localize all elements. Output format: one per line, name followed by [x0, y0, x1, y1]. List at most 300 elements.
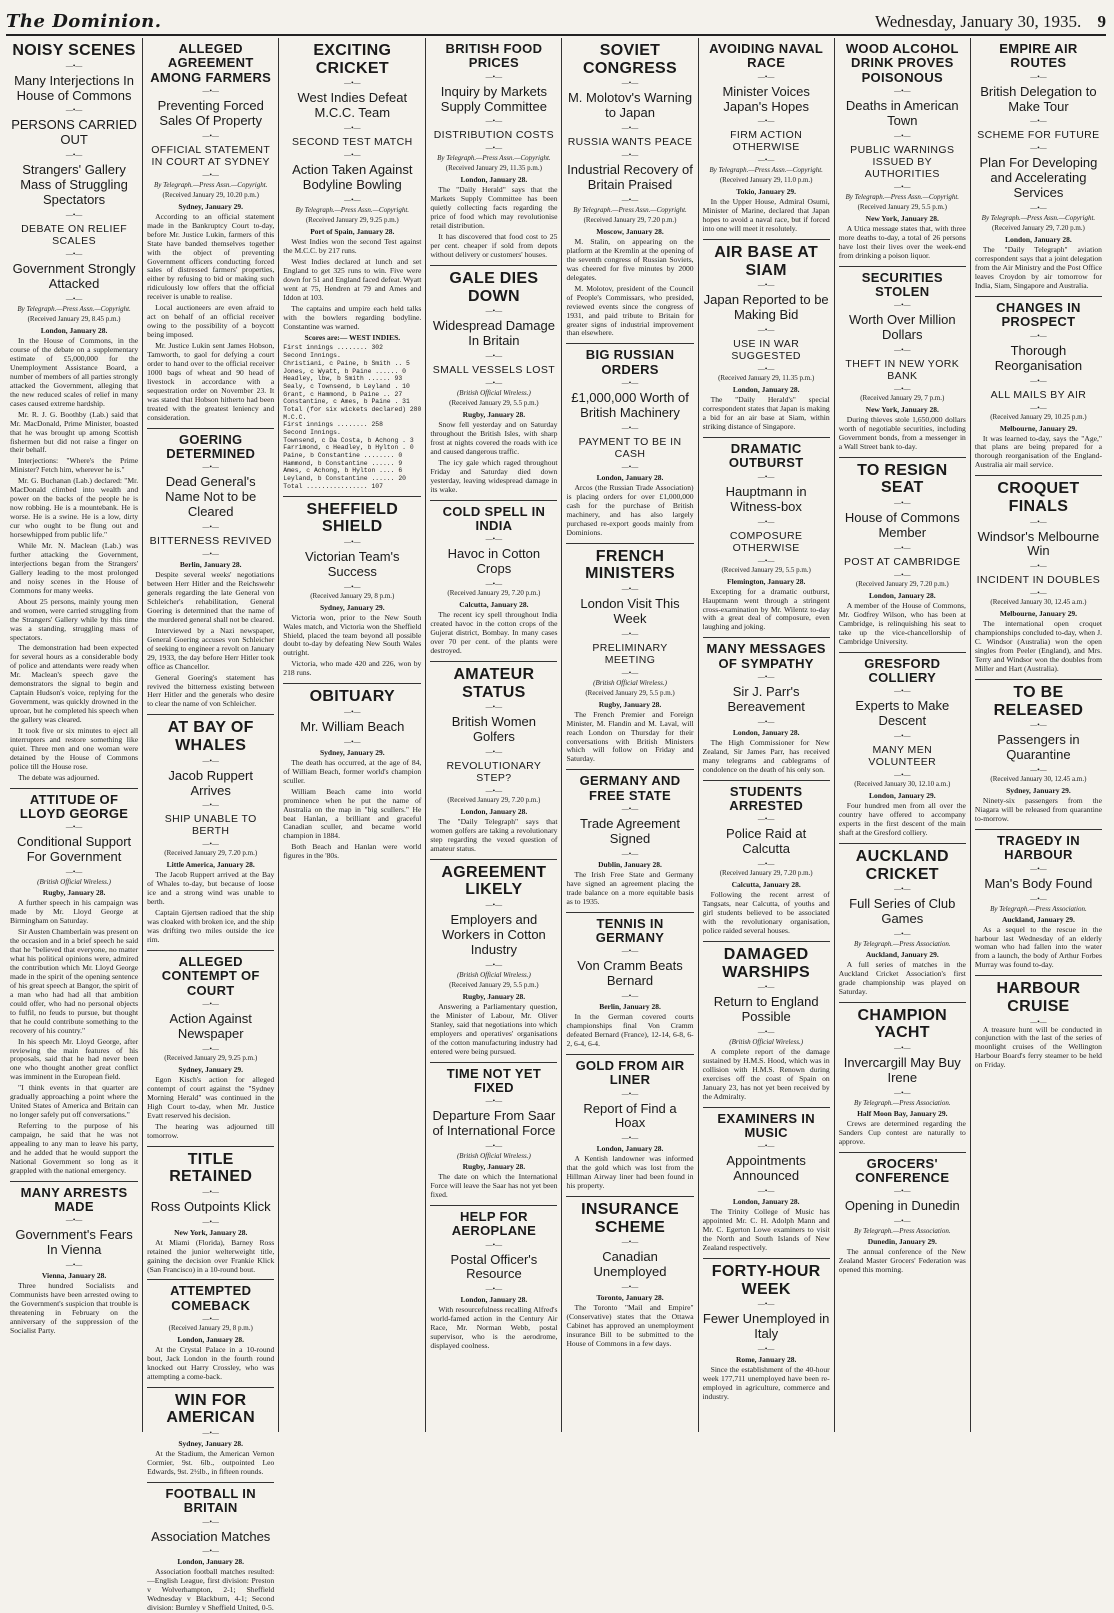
scorecard-row: First innings ........ 302 — [283, 344, 383, 352]
column-8 — [970, 38, 1106, 1432]
divider-ornament — [566, 425, 693, 432]
sub-headline: USE IN WAR SUGGESTED — [731, 338, 801, 363]
body-paragraph: The Jacob Ruppert arrived at the Bay of Whales to-day, but because of loose ice and a strong wind was unable to berth. — [147, 870, 275, 907]
deck-headline: Experts to Make Descent — [855, 698, 950, 729]
article — [430, 661, 557, 854]
column-rule — [703, 941, 830, 942]
divider-ornament — [566, 586, 693, 593]
divider-ornament — [839, 733, 966, 740]
dateline: Dunedin, January 29. — [867, 1237, 937, 1247]
dateline: Vienna, January 28. — [41, 1271, 107, 1281]
headline: CHANGES IN PROSPECT — [996, 300, 1081, 330]
deck-headline: Return to England Possible — [713, 994, 819, 1025]
divider-ornament — [703, 1029, 830, 1036]
scorecard-row: Christiani, c Paine, b Smith .. 5 — [283, 359, 410, 367]
column-rule — [430, 1205, 557, 1206]
wire-credit: By Telegraph.—Press Assn.—Copyright. — [709, 166, 823, 175]
body-paragraph: During thieves stole 1,650,000 dollars worth of negotiable securities, including Government bonds, from a messenger in a Wall Street bank to-day. — [838, 415, 966, 451]
column-rule — [703, 1107, 830, 1108]
dateline: Port of Spain, January 28. — [310, 226, 395, 236]
scorecard-row: Total ................ 107 — [283, 482, 383, 490]
deck-headline: Strangers' Gallery Mass of Struggling Spectators — [20, 162, 128, 208]
body-paragraph: West Indies declared at lunch and set England to get 325 runs to win. Five were down for 51 and England faced defeat. Wyatt went at 75, Hendren at 79 and Ames and Iddon at 103. — [283, 256, 422, 302]
divider-ornament — [147, 464, 274, 471]
deck-headline: British Delegation to Make Tour — [980, 83, 1097, 114]
divider-ornament — [566, 125, 693, 132]
dateline: Sydney, January 29. — [319, 747, 385, 757]
newspaper-name: The Dominion. — [6, 11, 162, 32]
column-rule — [147, 1279, 274, 1280]
column-rule — [147, 950, 274, 951]
divider-ornament — [975, 563, 1102, 570]
received-time: (Received January 29, 9.25 p.m.) — [305, 215, 399, 224]
wire-credit: By Telegraph.—Press Assn.—Copyright. — [153, 180, 268, 189]
divider-ornament — [147, 758, 274, 765]
column-rule — [566, 543, 693, 544]
dateline: Auckland, January 29. — [1001, 914, 1075, 924]
divider-ornament — [566, 464, 693, 471]
wire-credit: By Telegraph.—Press Assn.—Copyright. — [17, 305, 131, 314]
article — [703, 637, 830, 774]
divider-ornament — [839, 1188, 966, 1195]
headline: GALE DIES DOWN — [449, 270, 539, 305]
body-paragraph: It took five or six minutes to eject all interrupters and restore something like quiet. Three men and one woman were detained by the House of Commons police till the House rose. — [10, 726, 139, 771]
body-paragraph: Egon Kisch's action for alleged contempt of court against the "Sydney Morning Herald" was continued in the High Court to-day, when Mr. Justice Evatt reserved his decision. — [147, 1074, 275, 1120]
deck-headline: Deaths in American Town — [845, 97, 959, 128]
received-time: (Received January 29, 9.25 p.m.) — [164, 1053, 258, 1062]
scorecard-row: Grant, c Hammond, b Paine .. 27 — [283, 390, 403, 398]
received-time: (Received January 29, 5.5 p.m.) — [857, 202, 947, 211]
dateline: Toronto, January 28. — [596, 1293, 664, 1303]
article — [975, 679, 1102, 824]
body-paragraph: With resourcefulness recalling Alfred's world-famed action in the Century Air Race, Mr. Norman Webb, postal supervisor, who is the aerodrome, displayed coolness. — [430, 1305, 558, 1351]
deck-headline: Conditional Support For Government — [16, 834, 132, 865]
divider-ornament — [430, 308, 557, 315]
column-rule — [147, 1387, 274, 1388]
body-paragraph: In the Upper House, Admiral Osumi, Minister of Marine, declared that Japan hopes to avoid a naval race, but if forced into one will meet it resolutely. — [702, 197, 830, 234]
column-rule — [975, 679, 1102, 680]
masthead — [6, 8, 1106, 36]
dateline: Sydney, January 29. — [178, 201, 243, 211]
divider-ornament — [147, 1046, 274, 1053]
received-time: (Received January 29, 11.0 p.m.) — [719, 176, 813, 185]
headline: GERMANY AND FREE STATE — [579, 773, 681, 803]
article — [147, 1482, 274, 1613]
divider-ornament — [430, 581, 557, 588]
headline: EXAMINERS IN MUSIC — [717, 1110, 815, 1140]
body-paragraph: A further speech in his campaign was made by Mr. Lloyd George at Birmingham on Saturday. — [10, 898, 139, 926]
headline: GOERING DETERMINED — [166, 431, 256, 461]
column-rule — [147, 1482, 274, 1483]
body-paragraph: Victoria won, prior to the New South Wales match, and Victoria won the Sheffield Shield, placed the team beyond all possible doubt to-day by defeating New South Wales outright. — [283, 612, 422, 658]
deck-headline: PERSONS CARRIED OUT — [11, 117, 137, 148]
body-paragraph: Four hundred men from all over the country have offered to accompany experts in the first descent of the main shaft at the Gresford colliery. — [838, 801, 966, 838]
article — [703, 780, 830, 936]
divider-ornament — [430, 749, 557, 756]
headline: GROCERS' CONFERENCE — [855, 1155, 950, 1186]
divider-ornament — [430, 536, 557, 543]
received-time: (Received January 29, 8 p.m.) — [310, 591, 395, 600]
dateline: Calcutta, January 28. — [731, 880, 801, 890]
column-rule — [147, 714, 274, 715]
divider-ornament — [147, 172, 274, 179]
divider-ornament — [839, 302, 966, 309]
body-paragraph: The demonstration had been expected for several hours as a considerable body of police and attendants were ready when Mr. Maclean's speech gave the demonstrators the signal to begin and Captain Hudson's voice, replying for the Government, was quickly drowned in the uproar, but he completed his speech when the gallery was cleared. — [10, 643, 139, 725]
divider-ornament — [566, 1091, 693, 1098]
divider-ornament — [283, 709, 421, 716]
headline: AMATEUR STATUS — [453, 666, 535, 701]
headline: MANY MESSAGES OF SYMPATHY — [706, 641, 826, 671]
article — [975, 296, 1102, 470]
headline: NOISY SCENES — [12, 42, 136, 59]
dateline: Rome, January 28. — [735, 1354, 797, 1364]
headline: SECURITIES STOLEN — [861, 269, 943, 299]
article — [147, 42, 274, 423]
divider-ornament — [430, 788, 557, 795]
column-rule — [430, 859, 557, 860]
body-paragraph: A member of the House of Commons, Mr. Godfrey Wilson, who has been at Cambridge, is relinquishing his seat to take up the vice-chancellorship of Cambridge University. — [838, 600, 966, 646]
body-paragraph: In the German covered courts championships final Von Cramm defeated Bernard (France), 12-14, 6-8, 6-2, 6-4, 6-4. — [566, 1012, 694, 1048]
dateline: Calcutta, January 28. — [459, 600, 529, 610]
body-paragraph: "I think events in that quarter are gradually approaching a point where the United States of America and Britain can no longer safely put off conversations." — [10, 1083, 139, 1120]
body-paragraph: A complete report of the damage sustained by H.M.S. Hood, which was in collision with H.M.S. Renown during exercises off the coast of Spain on January 23, has not yet been received by the Admiralty. — [702, 1046, 830, 1101]
body-paragraph: A treasure hunt will be conducted in conjunction with the last of the series of moonlight cruises of the Wellington Harbour Board's ferry steamer to be held on Friday. — [974, 1024, 1102, 1070]
article — [10, 788, 138, 1176]
deck-headline: Hauptmann in Witness-box — [725, 483, 807, 514]
divider-ornament — [566, 993, 693, 1000]
headline: FOOTBALL IN BRITAIN — [165, 1485, 256, 1516]
scorecard-row: M.C.C. — [283, 413, 307, 421]
body-paragraph: While Mr. N. Maclean (Lab.) was further attacking the Government, interjections began from the Strangers' Gallery leading to the most prolonged and noisy scenes in the House of Commons for many weeks. — [10, 541, 139, 595]
divider-ornament — [283, 125, 421, 132]
deck-headline: Appointments Announced — [726, 1153, 806, 1184]
dateline: London, January 28. — [40, 326, 108, 336]
wire-credit: (British Official Wireless.) — [456, 389, 531, 398]
article — [839, 1152, 966, 1275]
divider-ornament — [975, 405, 1102, 412]
body-paragraph: Sir Austen Chamberlain was present on the occasion and in a brief speech he said that he "believed that everyone, no matter what his political opinions were, admired the contribution which Mr. Lloyd George made in the spirit of the opening sentence of his great speech at Bangor, the spirit of a man who had had all that ambition could offer, who had no personal objects to fulfil, no feuds to pursue, but thought that he could contribute something to the recovery of his country." — [10, 927, 139, 1035]
dateline: Flemington, January 28. — [726, 576, 806, 586]
headline: SOVIET CONGRESS — [583, 42, 678, 77]
sub-headline: DEBATE ON RELIEF SCALES — [21, 223, 128, 248]
received-time: (Received January 29, 7.20 p.m.) — [447, 796, 541, 805]
scorecard-row: First innings ........ 258 — [283, 421, 383, 429]
body-paragraph: Answering a Parliamentary question, the Minister of Labour, Mr. Oliver Stanley, said that negotiations into which employers and operatives' organisations of the cotton manufacturing industry had entered were being pursued. — [430, 1001, 558, 1056]
sub-headline: SHIP UNABLE TO BERTH — [164, 813, 257, 838]
headline: CHAMPION YACHT — [857, 1006, 948, 1042]
body-paragraph: Ninety-six passengers from the Niagara will be released from quarantine to-morrow. — [974, 796, 1102, 824]
wire-credit: By Telegraph.—Press Assn.—Copyright. — [845, 192, 960, 201]
dateline: Little America, January 28. — [166, 860, 255, 870]
dateline: Moscow, January 28. — [596, 226, 664, 236]
sub-headline: REVOLUTIONARY STEP? — [446, 760, 542, 785]
headline: AVOIDING NAVAL RACE — [709, 41, 824, 71]
deck-headline: Government Strongly Attacked — [12, 261, 136, 292]
article — [566, 912, 693, 1049]
headline: TRAGEDY IN HARBOUR — [996, 833, 1080, 863]
column-rule — [566, 343, 693, 344]
wire-credit: By Telegraph.—Press Association. — [990, 904, 1087, 913]
body-paragraph: General Goering's statement has revived the bitterness existing between Herr Hitler and the generals who desire to clear the name of von Schleicher. — [147, 672, 275, 709]
divider-ornament — [147, 1001, 274, 1008]
article — [147, 1387, 274, 1477]
deck-headline: Windsor's Melbourne Win — [977, 528, 1100, 559]
scorecard-row: Leyland, b Constantine ...... 20 — [283, 475, 406, 483]
headline: AT BAY OF WHALES — [167, 719, 254, 754]
body-paragraph: The debate was adjourned. — [18, 772, 100, 782]
sub-headline: FIRM ACTION OTHERWISE — [730, 129, 803, 154]
dateline: Sydney, January 28. — [178, 1439, 243, 1449]
divider-ornament — [430, 962, 557, 969]
body-paragraph: The hearing was adjourned till tomorrow. — [147, 1121, 275, 1140]
body-paragraph: Mr. Justice Lukin sent James Hobson, Tamworth, to gaol for defying a court order to hand over to the official receiver 1000 bags of wheat and 90 head of livestock in accordance with a sequestration order on November 23. It was stated that Hobson hitherto had been treated with the greatest leniency and consideration. — [147, 341, 275, 422]
divider-ornament — [147, 1219, 274, 1226]
received-time: (Received January 29, 7.20 p.m.) — [447, 589, 541, 598]
received-time: (Received January 29, 7.20 p.m.) — [164, 849, 258, 858]
divider-ornament — [283, 584, 421, 591]
divider-ornament — [430, 1098, 557, 1105]
article — [839, 652, 966, 838]
dateline: New York, January 28. — [865, 213, 939, 223]
sub-headline: INCIDENT IN DOUBLES — [976, 574, 1101, 587]
deck-headline: Action Against Newspaper — [169, 1010, 252, 1041]
divider-ornament — [283, 80, 421, 87]
column-rule — [566, 769, 693, 770]
received-time: (Received January 29, 5.5 p.m.) — [721, 565, 811, 574]
body-paragraph: The recent icy spell throughout India created havoc in the cotton crops of the Gujerat district, Bombay. In many cases over 70 per cent. of the plants were destroyed. — [430, 610, 558, 656]
article — [839, 42, 966, 261]
headline: OBITUARY — [309, 688, 395, 706]
received-time: (Received January 29, 7.20 p.m.) — [991, 224, 1085, 233]
column-rule — [566, 1054, 693, 1055]
divider-ornament — [703, 1143, 830, 1150]
dateline: Sydney, January 29. — [319, 602, 385, 612]
body-paragraph: Excepting for a dramatic outburst, Hauptmann went through a stringent cross-examination by Mr. Wilentz to-day with a great deal of composure, even laughing and joking. — [702, 586, 830, 632]
received-time: (Received January 29, 8 p.m.) — [168, 1324, 253, 1333]
deck-headline: West Indies Defeat M.C.C. Team — [297, 90, 408, 121]
divider-ornament — [839, 1090, 966, 1097]
column-rule — [703, 637, 830, 638]
scorecard-row: Jones, c Wyatt, b Paine ...... 0 — [283, 367, 406, 375]
divider-ornament — [839, 688, 966, 695]
received-time: (Received January 29, 11.35 p.m.) — [445, 164, 542, 173]
body-paragraph: Referring to the purpose of his campaign, he said that he was not appealing to any man to leave his party, and he added that he would support the National Government so long as it grappled with the national emergency. — [10, 1121, 139, 1175]
deck-headline: Plan For Developing and Accelerating Services — [979, 155, 1098, 201]
dateline: London, January 28. — [1005, 235, 1072, 245]
divider-ornament — [975, 333, 1102, 340]
column-rule — [703, 1258, 830, 1259]
headline: GOLD FROM AIR LINER — [575, 1057, 685, 1088]
divider-ornament — [430, 74, 557, 81]
sub-headline: PAYMENT TO BE IN CASH — [578, 435, 682, 460]
divider-ornament — [975, 896, 1102, 903]
headline: FRENCH MINISTERS — [585, 547, 675, 583]
dateline: Tokio, January 29. — [736, 187, 797, 197]
body-paragraph: Both Beach and Hanlan were world figures in the '80s. — [283, 842, 422, 861]
deck-headline: Many Interjections In House of Commons — [14, 72, 135, 103]
divider-ornament — [10, 63, 138, 70]
column-2 — [142, 38, 278, 1613]
column-7 — [834, 38, 970, 1432]
deck-headline: Widespread Damage In Britain — [432, 318, 555, 349]
deck-headline: Man's Body Found — [984, 875, 1093, 891]
received-time: (Received January 29, 7 p.m.) — [860, 394, 945, 403]
body-paragraph: William Beach came into world prominence when he put the name of Australia on the map in "big scullers." He beat Hanlan, a brilliant and graceful Canadian sculler, and became world champion in 1884. — [283, 786, 422, 841]
headline: WIN FOR AMERICAN — [166, 1391, 255, 1427]
deck-headline: British Women Golfers — [451, 714, 537, 745]
body-paragraph: Following the recent arrest of Tangsats, near Calcutta, of youths and girl students believed to be associated with the revolutionary organisation, police raided several houses. — [702, 890, 830, 935]
scorecard-row: Paine, b Constantine ........ 0 — [283, 452, 403, 460]
divider-ornament — [839, 184, 966, 191]
divider-ornament — [147, 524, 274, 531]
scorecard-row: Sealy, c Townsend, b Leyland . 10 — [283, 382, 410, 390]
column-rule — [10, 788, 138, 789]
headline: SHEFFIELD SHIELD — [306, 500, 399, 536]
headline: ATTEMPTED COMEBACK — [170, 1283, 252, 1313]
body-paragraph: According to an official statement made in the Bankruptcy Court to-day, before Mr. Justice Lukin, farmers of this State have banded themselves together with the object of preventing Government officers conducting forced sales of distressed farmers' properties, either by refusing to bid or making such ridiculously low offers that the official receiver is unable to realise. — [147, 211, 275, 302]
headline: ALLEGED CONTEMPT OF COURT — [161, 954, 260, 998]
article — [147, 1279, 274, 1381]
divider-ornament — [566, 1135, 693, 1142]
body-paragraph: The "Daily Telegraph" says that women golfers are taking a revolutionary step regarding the vexed question of amateur status. — [430, 817, 558, 853]
column-rule — [839, 1002, 966, 1003]
column-rule — [703, 239, 830, 240]
received-time: (Received January 29, 10.20 p.m.) — [162, 190, 259, 199]
divider-ornament — [10, 869, 138, 876]
body-paragraph: The High Commissioner for New Zealand, Sir James Parr, has received many telegrams and cablegrams of condolence on the death of his only son. — [702, 737, 830, 774]
body-paragraph: Despite several weeks' negotiations between Herr Hitler and the Reichswehr generals regarding the late General von Schleicher's rehabilitation, General Goering is determined that the name of the murdered general shall not be cleared. — [147, 570, 275, 624]
divider-ornament — [10, 296, 138, 303]
sub-headline: BITTERNESS REVIVED — [149, 535, 272, 548]
divider-ornament — [430, 145, 557, 152]
scorecard-row: Headley, lbw, b Smith ...... 93 — [283, 375, 403, 383]
divider-ornament — [839, 88, 966, 95]
article — [147, 1146, 274, 1275]
body-paragraph: In his speech Mr. Lloyd George, after reviewing the main features of his proposals, said that he had never been one who thought another great conflict was imminent in the European field. — [10, 1036, 139, 1082]
deck-headline: Postal Officer's Resource — [450, 1251, 538, 1282]
scorecard-row: Townsend, c Da Costa, b Achong . 3 — [283, 436, 414, 444]
deck-headline: Police Raid at Calcutta — [726, 826, 807, 857]
article — [147, 714, 274, 945]
article — [10, 1181, 138, 1336]
newspaper-columns — [6, 38, 1106, 1613]
divider-ornament — [703, 366, 830, 373]
headline: GRESFORD COLLIERY — [864, 655, 941, 685]
divider-ornament — [283, 197, 421, 204]
sub-headline: RUSSIA WANTS PEACE — [567, 136, 693, 149]
divider-ornament — [147, 133, 274, 140]
divider-ornament — [147, 802, 274, 809]
dateline: Rugby, January 28. — [42, 888, 106, 898]
deck-headline: Association Matches — [151, 1528, 271, 1544]
body-paragraph: West Indies won the second Test against the M.C.C. by 217 runs. — [283, 236, 422, 255]
article — [566, 1196, 693, 1349]
divider-ornament — [839, 572, 966, 579]
divider-ornament — [839, 386, 966, 393]
sub-headline: ALL MAILS BY AIR — [990, 388, 1087, 401]
body-paragraph: M. Molotov, president of the Council of People's Commissars, who presided, reviewed events since the congress of 1931, and paid tribute to Britain for greater signs of industrial improvement than elsewhere. — [566, 283, 694, 338]
body-paragraph: The French Premier and Foreign Minister, M. Flandin and M. Laval, will reach London on Thursday for their conversations with British Ministers which will follow on Friday and Saturday. — [566, 709, 694, 764]
headline: FORTY-HOUR WEEK — [711, 1262, 821, 1298]
body-paragraph: A Kentish landowner was informed that the gold which was lost from the Hillman Airway liner had been found in his property. — [566, 1154, 694, 1191]
received-time: (Received January 29, 5.5 p.m.) — [449, 980, 539, 989]
dateline: Rugby, January 28. — [462, 410, 526, 420]
headline: COLD SPELL IN INDIA — [442, 503, 546, 534]
article — [566, 42, 693, 338]
column-rule — [839, 266, 966, 267]
column-rule — [703, 437, 830, 438]
headline: HARBOUR CRUISE — [996, 980, 1081, 1015]
column-3 — [278, 38, 425, 1432]
divider-ornament — [147, 1189, 274, 1196]
dateline: London, January 28. — [177, 1557, 245, 1567]
body-paragraph: The annual conference of the New Zealand Master Grocers' Federation was opened this morning. — [838, 1247, 966, 1275]
received-time: (Received January 29, 11.35 p.m.) — [718, 374, 815, 383]
headline: BIG RUSSIAN ORDERS — [585, 347, 675, 377]
body-paragraph: It has discovered that food cost to 25 per cent. cheaper if sold from depots without delivery or customers' houses. — [430, 232, 558, 260]
divider-ornament — [566, 948, 693, 955]
divider-ornament — [703, 674, 830, 681]
wire-credit: (British Official Wireless.) — [37, 878, 111, 887]
article — [430, 1062, 557, 1200]
deck-headline: Worth Over Million Dollars — [848, 312, 956, 343]
article — [703, 1258, 830, 1402]
body-paragraph: The Trinity College of Music has appointed Mr. C. H. Adolph Mann and Mr. C. Egerton Lowe examiners to visit the North and South Islands of New Zealand respectively. — [702, 1207, 830, 1252]
wire-credit: By Telegraph.—Press Assn.—Copyright. — [573, 205, 687, 214]
dateline: London, January 28. — [177, 1335, 245, 1345]
column-rule — [975, 296, 1102, 297]
deck-headline: House of Commons Member — [844, 510, 960, 540]
divider-ornament — [703, 1301, 830, 1308]
column-rule — [839, 1152, 966, 1153]
deck-headline: Fewer Unemployed in Italy — [702, 1311, 830, 1342]
article — [430, 1205, 557, 1351]
dateline: London, January 28. — [868, 590, 936, 600]
dateline: London, January 28. — [460, 807, 528, 817]
deck-headline: Minister Voices Japan's Hopes — [722, 83, 810, 114]
body-paragraph: Arcos (the Russian Trade Association) is placing orders for over £1,000,000 cash for the purchase of British machinery, and has also largely purchased re-export goods mainly from Dominions. — [566, 482, 694, 537]
scorecard-row: Total (for six wickets declared) 280 — [283, 405, 422, 413]
body-paragraph: At the Stadium, the American Vernon Cormier, 9st. 6lb., outpointed Leo Edwards, 9st. 2½lb., in fifteen rounds. — [147, 1449, 275, 1476]
article — [839, 1002, 966, 1147]
received-time: (Received January 29, 7.20 p.m.) — [719, 869, 813, 878]
dateline: London, January 28. — [732, 1197, 800, 1207]
deck-headline: Inquiry by Markets Supply Committee — [440, 83, 547, 114]
headline: EMPIRE AIR ROUTES — [999, 41, 1078, 71]
divider-ornament — [703, 861, 830, 868]
sub-headline: OFFICIAL STATEMENT IN COURT AT SYDNEY — [151, 143, 271, 168]
dateline: London, January 28. — [596, 1144, 664, 1154]
column-rule — [566, 912, 693, 913]
body-paragraph: The "Daily Herald's" special correspondent states that Japan is making a bid for an air base at Siam, within striking distance of Singapore. — [702, 395, 830, 432]
body-paragraph: As a sequel to the rescue in the harbour last Wednesday of an elderly woman who had fallen into the water from a launch, the body of Arthur Forbes Murray was found to-day. — [974, 924, 1102, 970]
dateline: London, January 29. — [868, 791, 936, 801]
article — [430, 265, 557, 495]
divider-ornament — [10, 824, 138, 831]
wire-credit: (British Official Wireless.) — [729, 1037, 804, 1046]
article — [283, 496, 421, 679]
article — [283, 42, 421, 491]
divider-ornament — [975, 590, 1102, 597]
divider-ornament — [283, 539, 421, 546]
sub-headline: SECOND TEST MATCH — [292, 136, 413, 149]
article — [703, 239, 830, 432]
sub-headline: SMALL VESSELS LOST — [432, 364, 556, 377]
body-paragraph: Snow fell yesterday and on Saturday throughout the British Isles, with sharp frost at nights covered the roads with ice and caused dangerous traffic. — [430, 420, 558, 457]
body-paragraph: Interjections: "Where's the Prime Minister? Fetch him, wherever he is." — [10, 456, 139, 475]
deck-headline: Government's Fears In Vienna — [15, 1227, 133, 1258]
dateline: New York, January 28. — [865, 405, 939, 415]
